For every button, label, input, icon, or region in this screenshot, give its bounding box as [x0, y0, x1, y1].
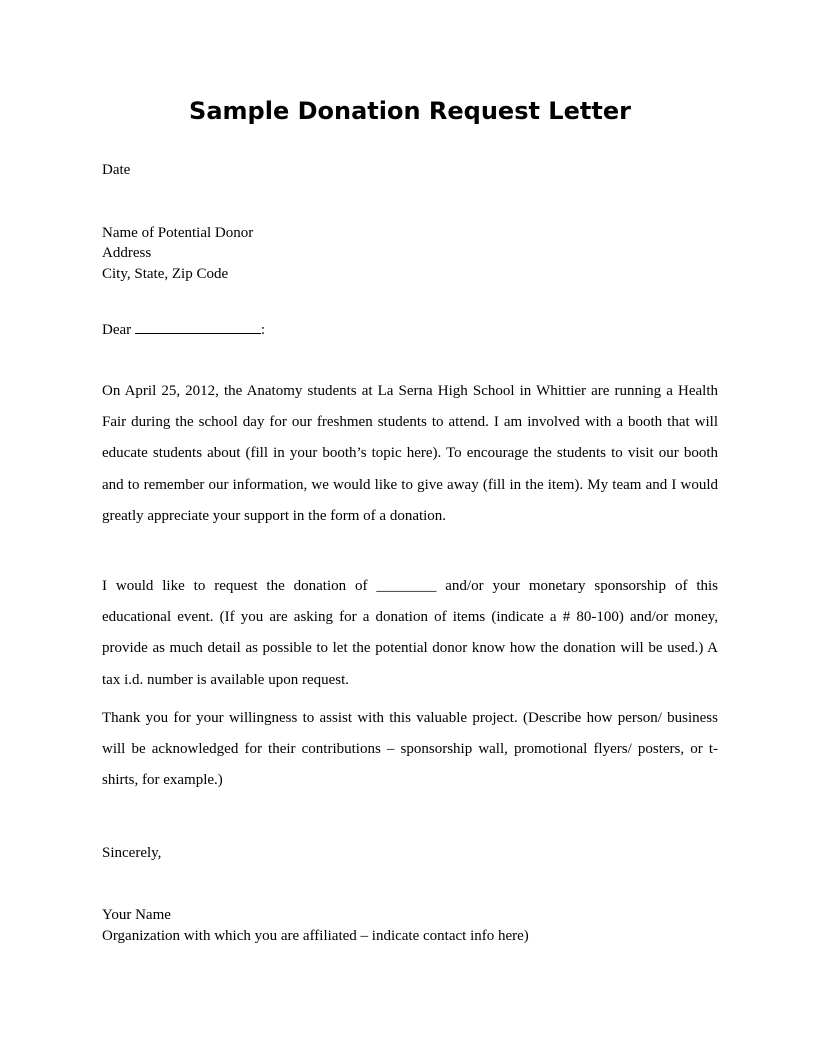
- salutation-suffix: :: [260, 322, 266, 338]
- paragraph-thank-you: Thank you for your willingness to assist with this valuable project. (Describe how person/ business will be acknowledged for their contributions – sponsorship wall, promotional flyers/ posters, or t-shirts, for example.): [102, 710, 718, 789]
- signature-name: Your Name: [102, 907, 171, 923]
- paragraph-donation-request: I would like to request the donation of ________ and/or your monetary sponsorship of this educational event. (If you are asking for a donation of items (indicate a # 80-100) and/or money, provide as much detail as possible to let the potential donor know how the donation will be used.) A tax i.d. number is available upon request.: [102, 578, 718, 688]
- recipient-name: Name of Potential Donor: [102, 225, 254, 241]
- donor-name-blank: [135, 319, 261, 334]
- page-title: Sample Donation Request Letter: [189, 97, 631, 125]
- signature-organization: Organization with which you are affiliated – indicate contact info here): [102, 928, 529, 944]
- date-line: Date: [102, 162, 131, 178]
- closing: Sincerely,: [102, 845, 162, 861]
- salutation-prefix: Dear: [102, 322, 135, 338]
- recipient-address: Address: [102, 245, 152, 261]
- recipient-city-line: City, State, Zip Code: [102, 266, 229, 282]
- paragraph-event-intro: On April 25, 2012, the Anatomy students at La Serna High School in Whittier are running a Health Fair during the school day for our freshmen students to attend. I am involved with a booth that will educate students about (fill in your booth’s topic here). To encourage the students to visit our booth and to remember our information, we would like to give away (fill in the item). My team and I would greatly appreciate your support in the form of a donation.: [102, 383, 718, 524]
- salutation: [102, 319, 265, 340]
